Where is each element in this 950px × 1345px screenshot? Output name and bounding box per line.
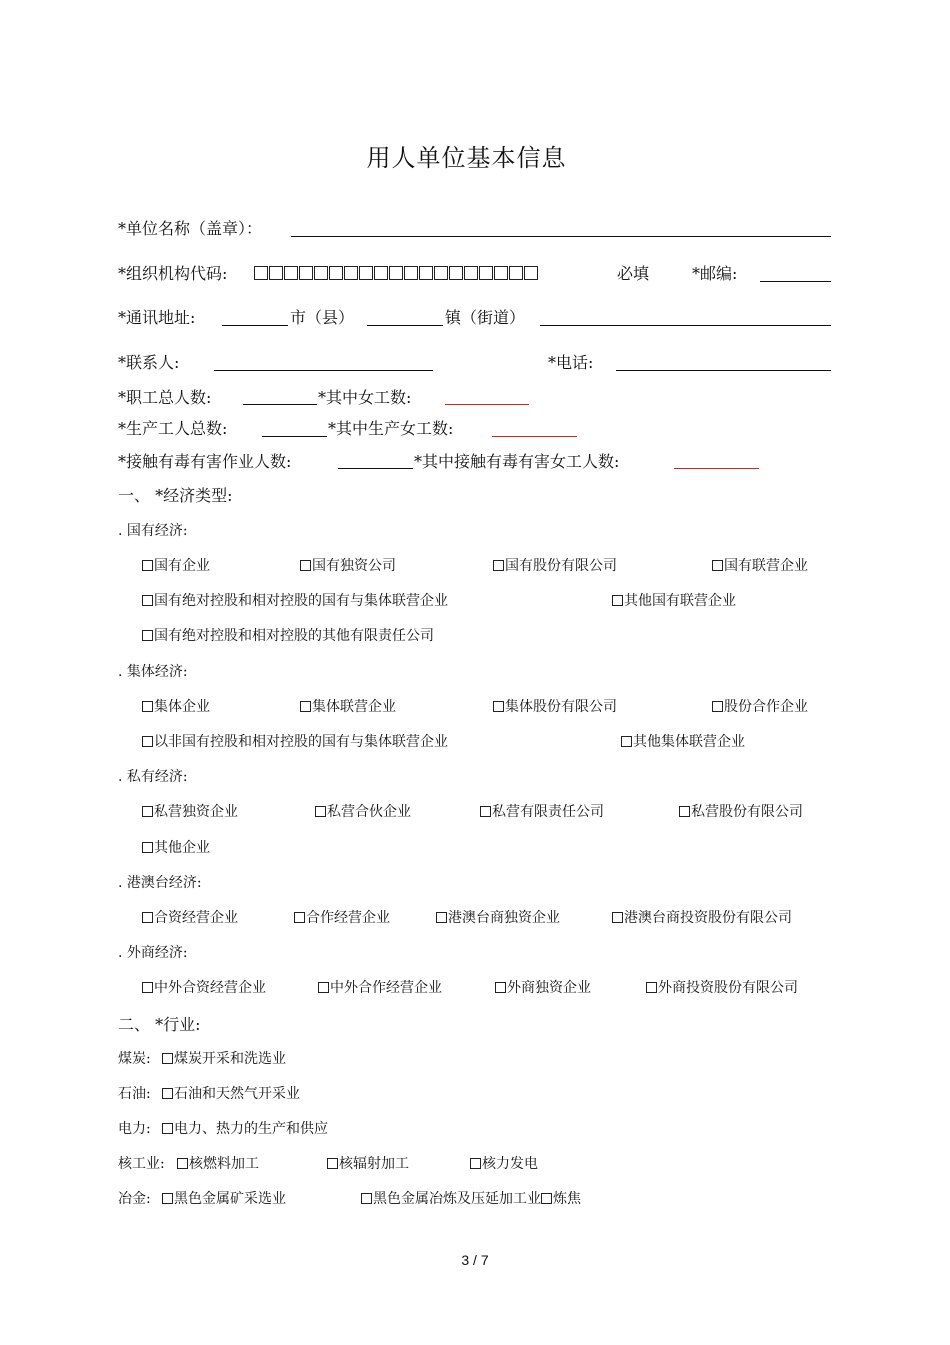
checkbox-item[interactable] xyxy=(327,1153,409,1173)
checkbox-item[interactable] xyxy=(621,731,745,751)
industry-row-oil xyxy=(118,1083,151,1103)
industry-label: 冶金: xyxy=(118,1191,151,1207)
unit-name-field[interactable] xyxy=(291,236,831,237)
checkbox-label: 集体股份有限公司 xyxy=(505,699,617,715)
checkbox-item[interactable] xyxy=(436,907,560,927)
group-label-hmt: . 港澳台经济: xyxy=(118,875,202,891)
checkbox-icon[interactable] xyxy=(162,1193,173,1204)
checkbox-item[interactable] xyxy=(162,1083,300,1103)
checkbox-label: 国有绝对控股和相对控股的国有与集体联营企业 xyxy=(154,593,448,609)
checkbox-item[interactable] xyxy=(361,1188,581,1208)
checkbox-label: 私营有限责任公司 xyxy=(492,804,604,820)
checkbox-item[interactable] xyxy=(470,1153,538,1173)
checkbox-icon[interactable] xyxy=(493,701,504,712)
checkbox-icon[interactable] xyxy=(612,912,623,923)
contact-row xyxy=(118,350,179,374)
checkbox-icon[interactable] xyxy=(142,842,153,853)
checkbox-label: 合资经营企业 xyxy=(154,910,238,926)
industry-label: 煤炭: xyxy=(118,1051,151,1067)
org-code-char-box[interactable] xyxy=(344,266,358,280)
checkbox-item[interactable] xyxy=(142,625,434,645)
checkbox-item[interactable] xyxy=(679,801,803,821)
checkbox-item[interactable] xyxy=(142,837,210,857)
industry-label: 电力: xyxy=(118,1121,151,1137)
checkbox-icon[interactable] xyxy=(612,595,623,606)
checkbox-icon[interactable] xyxy=(361,1193,372,1204)
female-staff-field[interactable] xyxy=(445,404,529,405)
checkbox-item[interactable] xyxy=(162,1048,286,1068)
checkbox-icon[interactable] xyxy=(142,701,153,712)
production-staff-label: *生产工人总数: xyxy=(118,419,228,438)
checkbox-label: 股份合作企业 xyxy=(724,699,808,715)
checkbox-item[interactable] xyxy=(300,696,396,716)
checkbox-item[interactable] xyxy=(493,555,617,575)
page-number: 3 / 7 xyxy=(461,1252,489,1268)
checkbox-item[interactable] xyxy=(646,977,798,997)
org-code-char-box[interactable] xyxy=(464,266,478,280)
org-code-char-box[interactable] xyxy=(374,266,388,280)
checkbox-item[interactable] xyxy=(493,696,617,716)
industry-row-power xyxy=(118,1118,151,1138)
checkbox-icon[interactable] xyxy=(142,630,153,641)
address-detail-field[interactable] xyxy=(540,325,831,326)
checkbox-icon[interactable] xyxy=(142,806,153,817)
org-code-char-box[interactable] xyxy=(404,266,418,280)
female-hazard-field[interactable] xyxy=(674,468,759,469)
checkbox-icon[interactable] xyxy=(646,982,657,993)
staff-row xyxy=(118,385,211,409)
checkbox-item[interactable] xyxy=(162,1188,286,1208)
checkbox-icon[interactable] xyxy=(142,560,153,571)
checkbox-icon[interactable] xyxy=(541,1193,552,1204)
checkbox-label: 集体联营企业 xyxy=(312,699,396,715)
checkbox-label: 核燃料加工 xyxy=(189,1156,259,1172)
checkbox-icon[interactable] xyxy=(162,1123,173,1134)
checkbox-item[interactable] xyxy=(612,590,736,610)
checkbox-icon[interactable] xyxy=(300,701,311,712)
checkbox-icon[interactable] xyxy=(470,1158,481,1169)
checkbox-icon[interactable] xyxy=(162,1088,173,1099)
checkbox-item[interactable] xyxy=(142,731,448,751)
checkbox-item[interactable] xyxy=(612,907,792,927)
phone-label: *电话: xyxy=(548,353,594,372)
checkbox-icon[interactable] xyxy=(679,806,690,817)
hazard-workers-field[interactable] xyxy=(338,468,413,469)
female-production-field[interactable] xyxy=(492,436,577,437)
checkbox-label: 私营股份有限公司 xyxy=(691,804,803,820)
checkbox-label: 私营独资企业 xyxy=(154,804,238,820)
checkbox-item[interactable] xyxy=(480,801,604,821)
checkbox-label: 集体企业 xyxy=(154,699,210,715)
female-hazard-label: *其中接触有毒有害女工人数: xyxy=(414,452,620,471)
checkbox-icon[interactable] xyxy=(493,560,504,571)
town-label: 镇（街道） xyxy=(445,308,526,327)
checkbox-item[interactable] xyxy=(142,977,266,997)
section-industry-heading: 二、 *行业: xyxy=(118,1015,201,1034)
hazard-row xyxy=(118,449,291,473)
unit-name-label: *单位名称（盖章）： xyxy=(118,219,263,238)
org-code-char-box[interactable] xyxy=(284,266,298,280)
checkbox-icon[interactable] xyxy=(142,982,153,993)
checkbox-label: 国有企业 xyxy=(154,558,210,574)
city-field[interactable] xyxy=(222,325,288,326)
org-code-char-box[interactable] xyxy=(509,266,523,280)
female-staff-label: *其中女工数: xyxy=(318,388,412,407)
org-code-char-box[interactable] xyxy=(419,266,433,280)
group-label-state: . 国有经济: xyxy=(118,523,188,539)
checkbox-item[interactable] xyxy=(142,555,210,575)
town-field[interactable] xyxy=(367,325,443,326)
industry-row-metallurgy xyxy=(118,1188,151,1208)
checkbox-label: 黑色金属冶炼及压延加工业 xyxy=(373,1191,541,1207)
production-staff-field[interactable] xyxy=(262,436,327,437)
checkbox-label: 煤炭开采和洗选业 xyxy=(174,1051,286,1067)
checkbox-item[interactable] xyxy=(294,907,390,927)
production-row xyxy=(118,416,227,440)
checkbox-label: 其他国有联营企业 xyxy=(624,593,736,609)
checkbox-label: 以非国有控股和相对控股的国有与集体联营企业 xyxy=(154,734,448,750)
checkbox-item[interactable] xyxy=(142,801,238,821)
checkbox-item[interactable] xyxy=(712,555,808,575)
page-title: 用人单位基本信息 xyxy=(366,144,567,172)
org-code-char-box[interactable] xyxy=(299,266,313,280)
checkbox-item[interactable] xyxy=(142,696,210,716)
checkbox-item[interactable] xyxy=(300,555,396,575)
industry-label: 石油: xyxy=(118,1086,151,1102)
checkbox-label: 私营合伙企业 xyxy=(327,804,411,820)
total-staff-label: *职工总人数: xyxy=(118,388,212,407)
org-code-char-box[interactable] xyxy=(479,266,493,280)
checkbox-label: 合作经营企业 xyxy=(306,910,390,926)
checkbox-label: 炼焦 xyxy=(553,1191,581,1207)
group-label-private: . 私有经济: xyxy=(118,769,188,785)
org-code-label: *组织机构代码: xyxy=(118,264,228,283)
address-row xyxy=(118,305,195,329)
checkbox-label: 港澳台商投资股份有限公司 xyxy=(624,910,792,926)
checkbox-label: 核辐射加工 xyxy=(339,1156,409,1172)
checkbox-label: 其他集体联营企业 xyxy=(633,734,745,750)
checkbox-label: 港澳台商独资企业 xyxy=(448,910,560,926)
checkbox-label: 其他企业 xyxy=(154,840,210,856)
checkbox-label: 中外合资经营企业 xyxy=(154,980,266,996)
checkbox-label: 国有独资公司 xyxy=(312,558,396,574)
unit-name-row xyxy=(118,216,262,240)
org-code-boxes[interactable] xyxy=(254,263,539,282)
checkbox-label: 电力、热力的生产和供应 xyxy=(174,1121,328,1137)
checkbox-icon[interactable] xyxy=(318,982,329,993)
checkbox-icon[interactable] xyxy=(177,1158,188,1169)
checkbox-item[interactable] xyxy=(315,801,411,821)
postcode-label: *邮编: xyxy=(692,264,738,283)
industry-row-nuclear xyxy=(118,1153,165,1173)
checkbox-label: 石油和天然气开采业 xyxy=(174,1086,300,1102)
checkbox-item[interactable] xyxy=(712,696,808,716)
city-label: 市（县） xyxy=(290,308,355,327)
checkbox-label: 黑色金属矿采选业 xyxy=(174,1191,286,1207)
contact-label: *联系人: xyxy=(118,353,180,372)
hazard-workers-label: *接触有毒有害作业人数: xyxy=(118,452,292,471)
checkbox-icon[interactable] xyxy=(712,701,723,712)
org-code-row xyxy=(118,261,227,285)
checkbox-label: 国有联营企业 xyxy=(724,558,808,574)
checkbox-icon[interactable] xyxy=(162,1053,173,1064)
org-code-char-box[interactable] xyxy=(359,266,373,280)
checkbox-icon[interactable] xyxy=(294,912,305,923)
checkbox-icon[interactable] xyxy=(315,806,326,817)
org-code-char-box[interactable] xyxy=(494,266,508,280)
checkbox-icon[interactable] xyxy=(300,560,311,571)
org-code-char-box[interactable] xyxy=(524,266,538,280)
checkbox-label: 中外合作经营企业 xyxy=(330,980,442,996)
org-code-char-box[interactable] xyxy=(389,266,403,280)
postcode-field[interactable] xyxy=(760,281,831,282)
phone-field[interactable] xyxy=(616,370,831,371)
checkbox-item[interactable] xyxy=(177,1153,259,1173)
checkbox-item[interactable] xyxy=(142,907,238,927)
checkbox-icon[interactable] xyxy=(621,736,632,747)
required-note: 必填 xyxy=(617,264,650,283)
industry-row-coal xyxy=(118,1048,151,1068)
section-economic-type-heading: 一、 *经济类型: xyxy=(118,486,233,505)
checkbox-icon[interactable] xyxy=(142,736,153,747)
checkbox-label: 外商独资企业 xyxy=(507,980,591,996)
group-label-collective: . 集体经济: xyxy=(118,664,188,680)
checkbox-icon[interactable] xyxy=(495,982,506,993)
checkbox-icon[interactable] xyxy=(142,595,153,606)
contact-field[interactable] xyxy=(214,370,433,371)
female-production-label: *其中生产女工数: xyxy=(328,419,454,438)
checkbox-icon[interactable] xyxy=(142,912,153,923)
org-code-char-box[interactable] xyxy=(329,266,343,280)
org-code-char-box[interactable] xyxy=(449,266,463,280)
checkbox-label: 国有绝对控股和相对控股的其他有限责任公司 xyxy=(154,628,434,644)
checkbox-item[interactable] xyxy=(142,590,448,610)
org-code-char-box[interactable] xyxy=(314,266,328,280)
checkbox-icon[interactable] xyxy=(327,1158,338,1169)
total-staff-field[interactable] xyxy=(243,404,317,405)
address-label: *通讯地址: xyxy=(118,308,196,327)
group-label-foreign: . 外商经济: xyxy=(118,945,188,961)
org-code-char-box[interactable] xyxy=(254,266,268,280)
checkbox-item[interactable] xyxy=(495,977,591,997)
org-code-char-box[interactable] xyxy=(269,266,283,280)
checkbox-label: 外商投资股份有限公司 xyxy=(658,980,798,996)
checkbox-item[interactable] xyxy=(318,977,442,997)
industry-label: 核工业: xyxy=(118,1156,165,1172)
checkbox-icon[interactable] xyxy=(436,912,447,923)
checkbox-icon[interactable] xyxy=(712,560,723,571)
org-code-char-box[interactable] xyxy=(434,266,448,280)
checkbox-label: 核力发电 xyxy=(482,1156,538,1172)
checkbox-item[interactable] xyxy=(162,1118,328,1138)
checkbox-icon[interactable] xyxy=(480,806,491,817)
checkbox-label: 国有股份有限公司 xyxy=(505,558,617,574)
